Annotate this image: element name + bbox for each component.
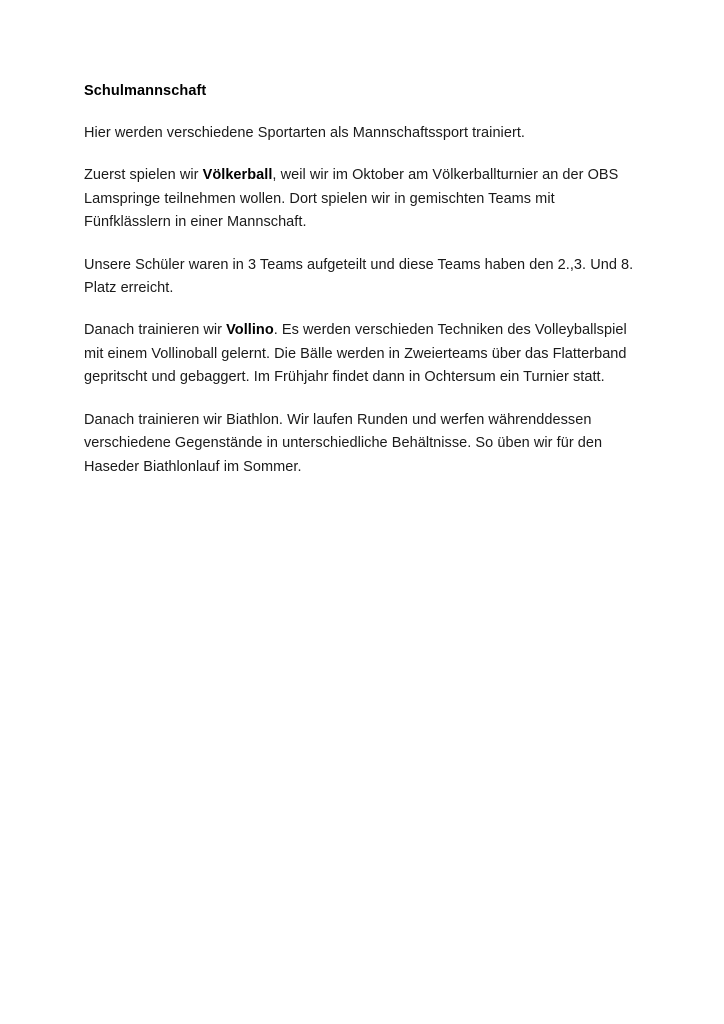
document-body: [84, 82, 640, 479]
body-text: Hier werden verschiedene Sportarten als Mannschaftssport trainiert.: [84, 124, 525, 141]
paragraph-voelkerball: [84, 164, 640, 234]
emphasis-text: Vollino: [226, 322, 274, 339]
page-title: Schulmannschaft: [84, 83, 207, 99]
paragraph-platzierungen: [84, 254, 640, 301]
paragraph-biathlon: [84, 409, 640, 479]
paragraph-vollino: [84, 319, 640, 389]
emphasis-text: Völkerball: [202, 167, 273, 184]
paragraph-intro: [84, 122, 640, 145]
body-text: Danach trainieren wir: [84, 322, 227, 339]
body-text: Zuerst spielen wir: [84, 167, 203, 184]
body-text: . Es werden verschieden Techniken des Volleyballspiel mit einem Vollinoball gelernt. Die Bälle werden in Zweierteams über das Flatterband gepritscht und gebaggert. Im Frühjahr findet dann in Ochtersum ein Turnier statt.: [84, 322, 627, 386]
body-text: , weil wir im Oktober am Völkerballturnier an der OBS Lamspringe teilnehmen wollen. Dort spielen wir in gemischten Teams mit Fünfklässlern in einer Mannschaft.: [84, 167, 619, 231]
paragraph-list: [84, 122, 640, 480]
body-text: Danach trainieren wir Biathlon. Wir laufen Runden und werfen währenddessen verschiedene Gegenstände in unterschiedliche Behältnisse. So üben wir für den Haseder Biathlonlauf im Sommer.: [84, 411, 603, 475]
body-text: Unsere Schüler waren in 3 Teams aufgeteilt und diese Teams haben den 2.,3. Und 8. Platz erreicht.: [84, 256, 634, 296]
